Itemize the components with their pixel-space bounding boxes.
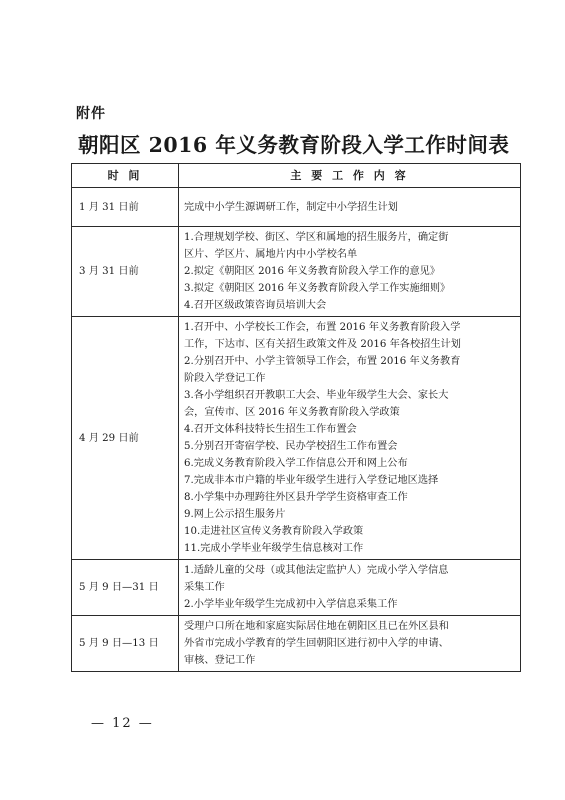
row-content — [179, 188, 521, 227]
row-time: 3 月 31 日前 — [72, 227, 179, 317]
content-line: 2.分别召开中、小学主管领导工作会，布置 2016 年义务教育 — [184, 356, 461, 367]
row-content — [179, 616, 521, 672]
content-line: 7.完成非本市户籍的毕业年级学生进行入学登记地区选择 — [184, 475, 439, 486]
content-line: 区片、学区片、属地片内中小学校名单 — [184, 249, 358, 260]
content-line: 4.召开文体科技特长生招生工作布置会 — [184, 424, 357, 435]
row-time: 5 月 9 日—13 日 — [72, 616, 179, 672]
content-line: 9.网上公示招生服务片 — [184, 509, 286, 520]
content-line: 1.召开中、小学校长工作会，布置 2016 年义务教育阶段入学 — [184, 322, 461, 333]
row-time: 5 月 9 日—31 日 — [72, 560, 179, 616]
schedule-table — [71, 163, 521, 672]
row-content — [179, 317, 521, 560]
content-line: 4.召开区级政策咨询员培训大会 — [184, 300, 327, 311]
table-row — [72, 227, 521, 317]
content-line: 3.各小学组织召开教职工大会、毕业年级学生大会、家长大 — [184, 390, 449, 401]
content-line: 外省市完成小学教育的学生回朝阳区进行初中入学的申请、 — [184, 638, 449, 649]
content-line: 11.完成小学毕业年级学生信息核对工作 — [184, 543, 364, 554]
content-line: 采集工作 — [184, 582, 225, 593]
content-line: 2.小学毕业年级学生完成初中入学信息采集工作 — [184, 599, 398, 610]
header-time: 时 间 — [72, 164, 179, 188]
content-line: 工作，下达市、区有关招生政策文件及 2016 年各校招生计划 — [184, 339, 461, 350]
row-content — [179, 560, 521, 616]
content-line: 完成中小学生源调研工作，制定中小学招生计划 — [184, 201, 398, 213]
content-line: 1.合理规划学校、街区、学区和属地的招生服务片，确定街 — [184, 232, 449, 243]
content-line: 1.适龄儿童的父母（或其他法定监护人）完成小学入学信息 — [184, 565, 449, 576]
content-line: 8.小学集中办理跨往外区县升学学生资格审查工作 — [184, 492, 408, 503]
content-line: 6.完成义务教育阶段入学工作信息公开和网上公布 — [184, 458, 408, 469]
content-line: 阶段入学登记工作 — [184, 373, 266, 384]
content-line: 10.走进社区宣传义务教育阶段入学政策 — [184, 526, 364, 537]
content-line: 5.分别召开寄宿学校、民办学校招生工作布置会 — [184, 441, 398, 452]
table-row — [72, 188, 521, 227]
table-header-row — [72, 164, 521, 188]
header-content: 主 要 工 作 内 容 — [179, 164, 521, 188]
table-row — [72, 616, 521, 672]
page-number: — 12 — — [91, 716, 154, 731]
content-line: 2.拟定《朝阳区 2016 年义务教育阶段入学工作的意见》 — [184, 266, 441, 277]
content-line: 3.拟定《朝阳区 2016 年义务教育阶段入学工作实施细则》 — [184, 283, 451, 294]
content-line: 受理户口所在地和家庭实际居住地在朝阳区且已在外区县和 — [184, 621, 449, 632]
content-line: 会，宣传市、区 2016 年义务教育阶段入学政策 — [184, 407, 400, 418]
row-time: 4 月 29 日前 — [72, 317, 179, 560]
content-line: 审核、登记工作 — [184, 655, 256, 666]
table-row — [72, 317, 521, 560]
table-row — [72, 560, 521, 616]
row-time: 1 月 31 日前 — [72, 188, 179, 227]
attachment-label: 附件 — [76, 106, 106, 122]
document-title: 朝阳区 2016 年义务教育阶段入学工作时间表 — [78, 133, 510, 157]
row-content — [179, 227, 521, 317]
